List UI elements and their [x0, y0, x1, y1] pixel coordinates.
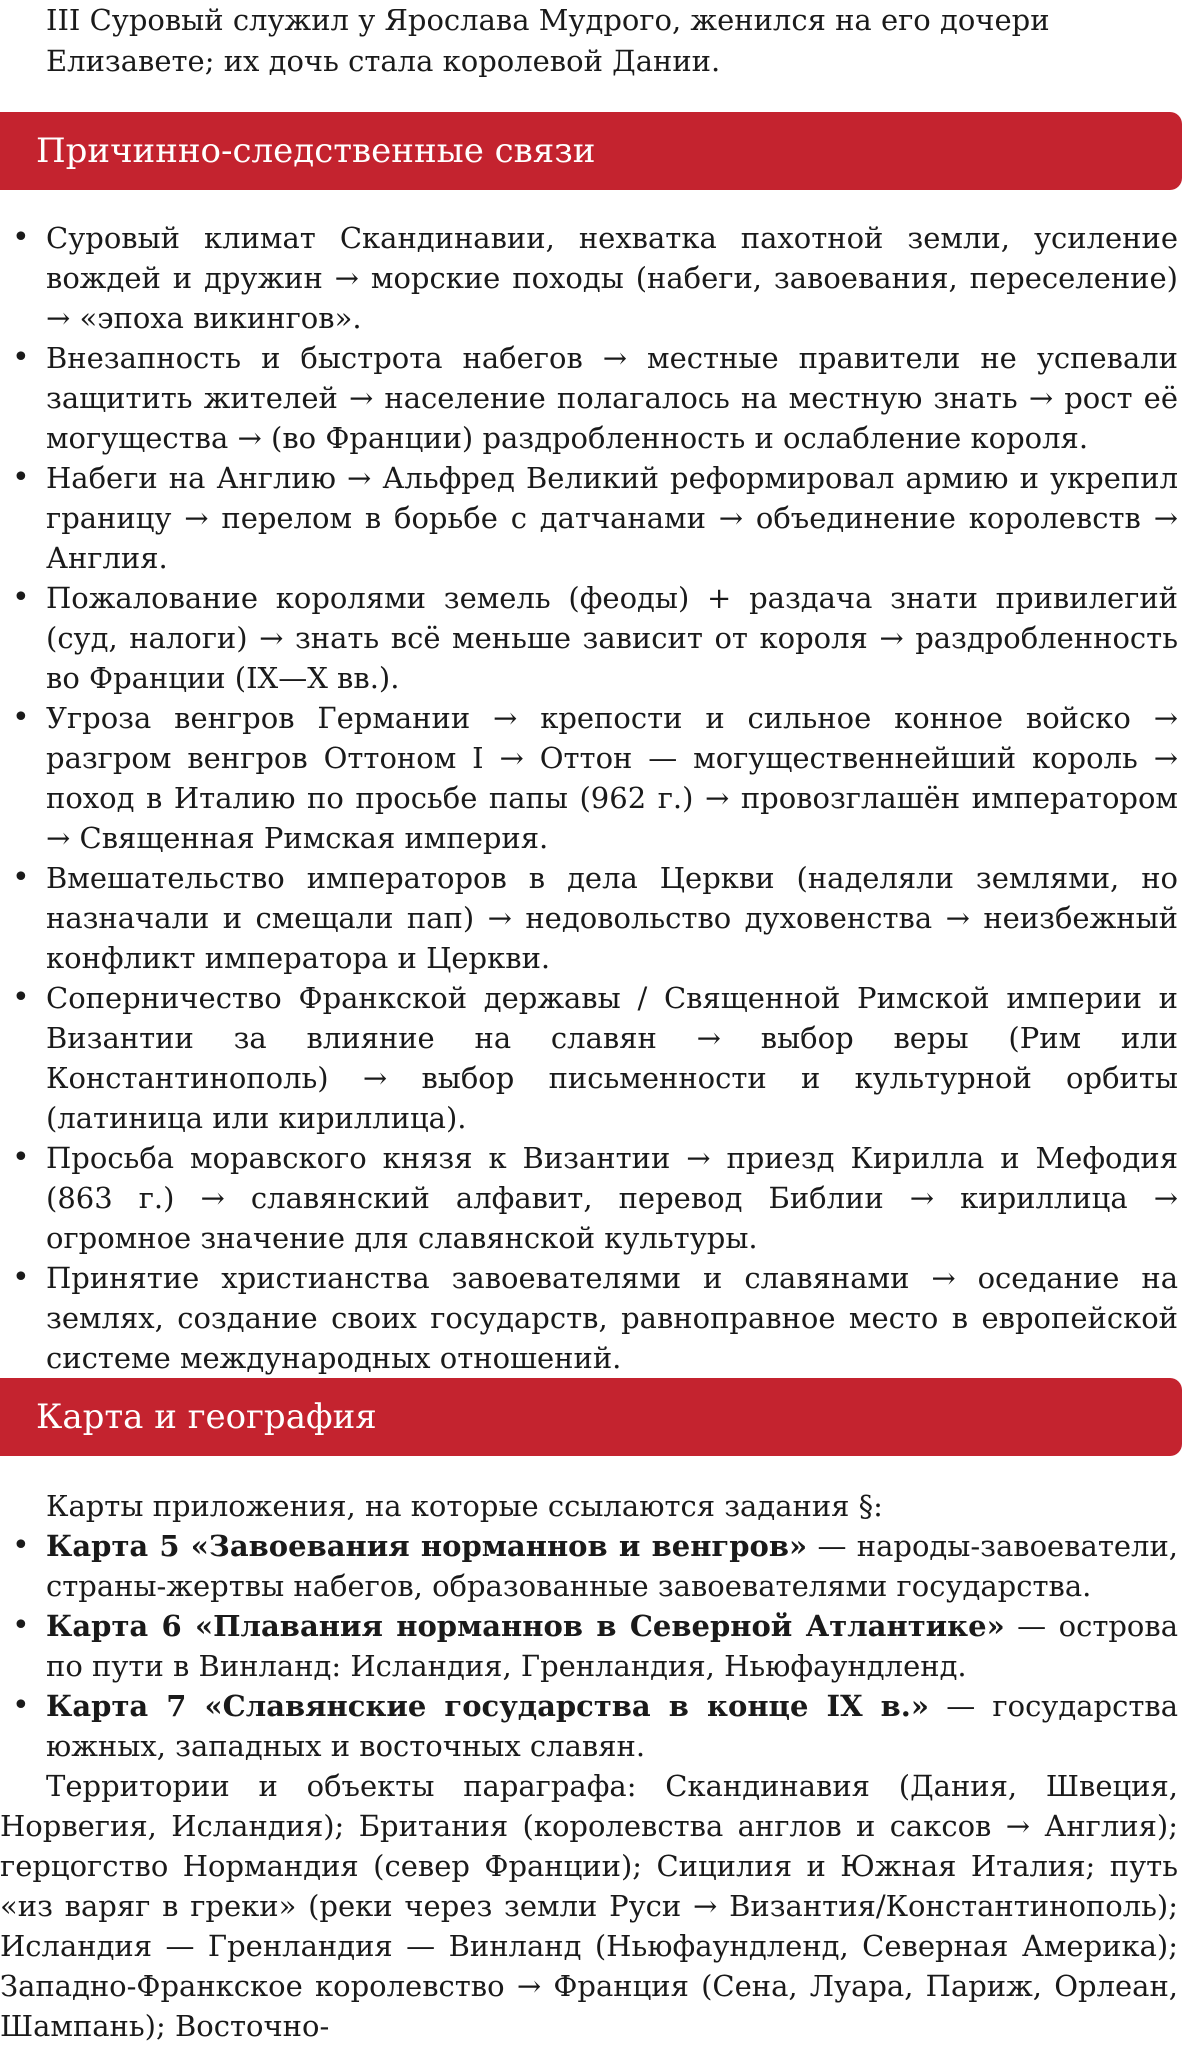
bullet-icon: • [12, 700, 30, 735]
list-item: • Угроза венгров Германии → крепости и сильное конное войско → разгром венгров Оттоном I → Оттон — могущественнейший король → поход в Италию по просьбе папы (962 г.) → провозглашён императором → Священная Римская империя. [12, 700, 1178, 855]
bullet-icon: • [12, 980, 30, 1015]
bullet-icon: • [12, 1608, 30, 1643]
bullet-icon: • [12, 860, 30, 895]
intro-paragraph: III Суровый служил у Ярослава Мудрого, женился на его дочери Елизавете; их дочь стала королевой Дании. [46, 3, 1050, 78]
bullet-icon: • [12, 580, 30, 615]
list-item: • Карта 7 «Славянские государства в конце IX в.» — государства южных, западных и восточных славян. [12, 1688, 1178, 1763]
bullet-icon: • [12, 1260, 30, 1295]
map-title: Карта 7 «Славянские государства в конце IX в.» [46, 1689, 930, 1723]
list-item: • Карта 5 «Завоевания норманнов и венгров» — народы-завоеватели, страны-жертвы набегов, образованные завоевателями государства. [12, 1528, 1179, 1603]
list-item: • Карта 6 «Плавания норманнов в Северной Атлантике» — острова по пути в Винланд: Исландия, Гренландия, Ньюфаундленд. [12, 1608, 1178, 1683]
list-item: • Суровый климат Скандинавии, нехватка пахотной земли, усиление вождей и дружин → морские походы (набеги, завоевания, переселение) → «эпоха викингов». [12, 220, 1178, 335]
maps-list [0, 1526, 1182, 1766]
list-item: • Просьба моравского князя к Византии → приезд Кирилла и Мефодия (863 г.) → славянский алфавит, перевод Библии → кириллица → огромное значение для славянской культуры. [12, 1140, 1178, 1255]
section-header-cause-effect [0, 112, 1182, 190]
section-title: Карта и география [36, 1397, 377, 1437]
bullet-icon: • [12, 220, 30, 255]
list-item: • Набеги на Англию → Альфред Великий реформировал армию и укрепил границу → перелом в борьбе с датчанами → объединение королевств → Англия. [12, 460, 1178, 575]
bullet-icon: • [12, 460, 30, 495]
list-item: • Вмешательство императоров в дела Церкви (наделяли землями, но назначали и смещали пап) → недовольство духовенства → неизбежный конфликт императора и Церкви. [12, 860, 1178, 975]
maps-lead: Карты приложения, на которые ссылаются задания §: [46, 1489, 883, 1523]
list-item: • Принятие христианства завоевателями и славянами → оседание на землях, создание своих государств, равноправное место в европейской системе международных отношений. [12, 1260, 1178, 1375]
list-item: • Пожалование королями земель (феоды) + раздача знати привилегий (суд, налоги) → знать всё меньше зависит от короля → раздробленность во Франции (IX—X вв.). [12, 580, 1178, 695]
cause-effect-list [0, 218, 1182, 1378]
bullet-icon: • [12, 1528, 30, 1563]
map-title: Карта 6 «Плавания норманнов в Северной Атлантике» [46, 1609, 1005, 1643]
map-title: Карта 5 «Завоевания норманнов и венгров» [46, 1529, 808, 1563]
bullet-icon: • [12, 1140, 30, 1175]
bullet-icon: • [12, 340, 30, 375]
section-title: Причинно-следственные связи [36, 131, 596, 171]
section-header-map-geography [0, 1378, 1182, 1456]
bullet-icon: • [12, 1688, 30, 1723]
list-item: • Соперничество Франкской державы / Священной Римской империи и Византии за влияние на славян → выбор веры (Рим или Константинополь) → выбор письменности и культурной орбиты (латиница или кириллица). [12, 980, 1178, 1135]
list-item: • Внезапность и быстрота набегов → местные правители не успевали защитить жителей → население полагалось на местную знать → рост её могущества → (во Франции) раздробленность и ослабление короля. [12, 340, 1178, 455]
territories-paragraph: Территории и объекты параграфа: Скандинавия (Дания, Швеция, Норвегия, Исландия); Британия (королевства англов и саксов → Англия); герцогство Нормандия (север Франции); Сицилия и Южная Италия; путь «из варяг в греки» (реки через земли Руси → Византия/Константинополь); Исландия — Гренландия — Винланд (Ньюфаундленд, Северная Америка); Западно-Франкское королевство → Франция (Сена, Луара, Париж, Орлеан, Шампань); Восточно- [0, 1769, 1178, 2043]
